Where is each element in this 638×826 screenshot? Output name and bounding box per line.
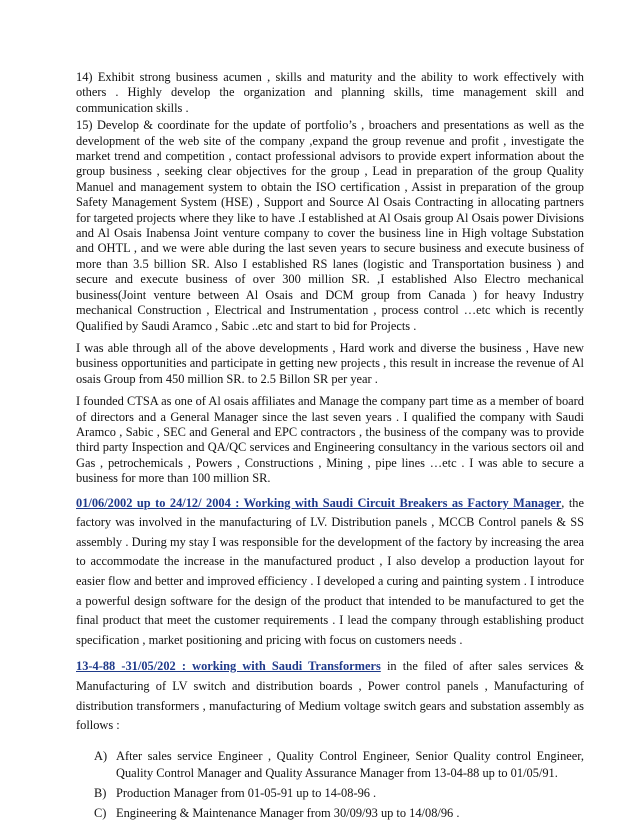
list-marker: B) [94,785,107,800]
list-item-text: Production Manager from 01-05-91 up to 14-08-96 . [116,785,377,800]
list-marker: C) [94,805,107,820]
section-saudi-circuit-breakers [76,494,584,651]
paragraph-item-14: 14) Exhibit strong business acumen , skills and maturity and the ability to work effectively with others . Highly develop the organization and planning skills, time management skill and communication skills . [76,70,584,115]
section-text-saudi-transformers: in the filed of after sales services & Manufacturing of LV switch and distribution boards , Power control panels , Manufacturing of distribution transformers , manufacturing of Medium voltage switch gears and substation assembly as follows : [76,659,584,733]
document-page [76,70,584,825]
section-text-saudi-circuit-breakers: , the factory was involved in the manufacturing of LV. Distribution panels , MCCB Control panels & SS assembly . During my stay I was responsible for the development of the factory by increasing the area to accommodate the increase in the manufactured product , I also develop a production layout for easier flow and better and improved efficiency . I developed a curing and painting system . I introduce a powerful design software for the design of the product that intended to be manufactured to get the final product that meet the customer requirements . I lead the company through establishing product specification , market positioning and pricing with focus on customers needs . [76,495,584,647]
section-heading-saudi-transformers[interactable]: 13-4-88 -31/05/202 : working with Saudi Transformers [76,659,381,674]
section-saudi-transformers [76,657,584,735]
section-heading-saudi-circuit-breakers[interactable]: 01/06/2002 up to 24/12/ 2004 : Working with Saudi Circuit Breakers as Factory Manager [76,495,562,510]
list-item-text: Engineering & Maintenance Manager from 30/09/93 up to 14/08/96 . [116,805,460,820]
list-item [94,785,584,802]
list-item-text: After sales service Engineer , Quality Control Engineer, Senior Quality control Engineer, Quality Control Manager and Quality Assurance Manager from 13-04-88 up to 01/05/91. [116,748,584,780]
paragraph-item-15: 15) Develop & coordinate for the update of portfolio’s , broachers and presentations as well as the development of the web site of the company ,expand the group revenue and profit , investigate the market trend and competition , contact professional advisors to provide expert information about the group business , seeking clear objectives for the group , Lead in preparation of the group Quality Manuel and management system to obtain the ISO certification , Assist in preparation of the group Safety Management System (HSE) , Support and Source Al Osais Contracting in allocating partners for targeted projects where they like to have .I established at Al Osais group Al Osais power Divisions and Al Osais Inabensa Joint venture company to cover the business line in High voltage Substation and OHTL , and we were able during the last seven years to secure business and execute business of more than 3.5 billion SR. Also I established RS lanes (logistic and Transportation business ) and secure and execute business of over 300 million SR. ,I established Also Electro mechanical business(Joint venture between Al Osais and DCM group from Canada ) for heavy Industry mechanical Construction , Electrical and Instrumentation , process control …etc which is recently Qualified by Saudi Aramco , Sabic ..etc and start to bid for Projects . [76,118,584,333]
list-item [94,805,584,822]
list-marker: A) [94,748,108,763]
paragraph-ctsa: I founded CTSA as one of Al osais affiliates and Manage the company part time as a member of board of directors and a General Manager since the last seven years . I qualified the company with Saudi Aramco , Sabic , SEC and General and EPC contractors , the business of the company was to provide third party Inspection and QA/QC services and Engineering consultancy in the various sectors oil and Gas , petrochemicals , Powers , Constructions , Mining , pipe lines …etc . I was able to secure a business for more than 100 million SR. [76,394,584,486]
role-list [76,748,584,822]
list-item [94,748,584,782]
paragraph-revenue-growth: I was able through all of the above developments , Hard work and diverse the business , Have new business opportunities and participate in getting new projects , this result in increase the revenue of Al osais Group from 450 million SR. to 2.5 Billon SR per year . [76,340,584,386]
